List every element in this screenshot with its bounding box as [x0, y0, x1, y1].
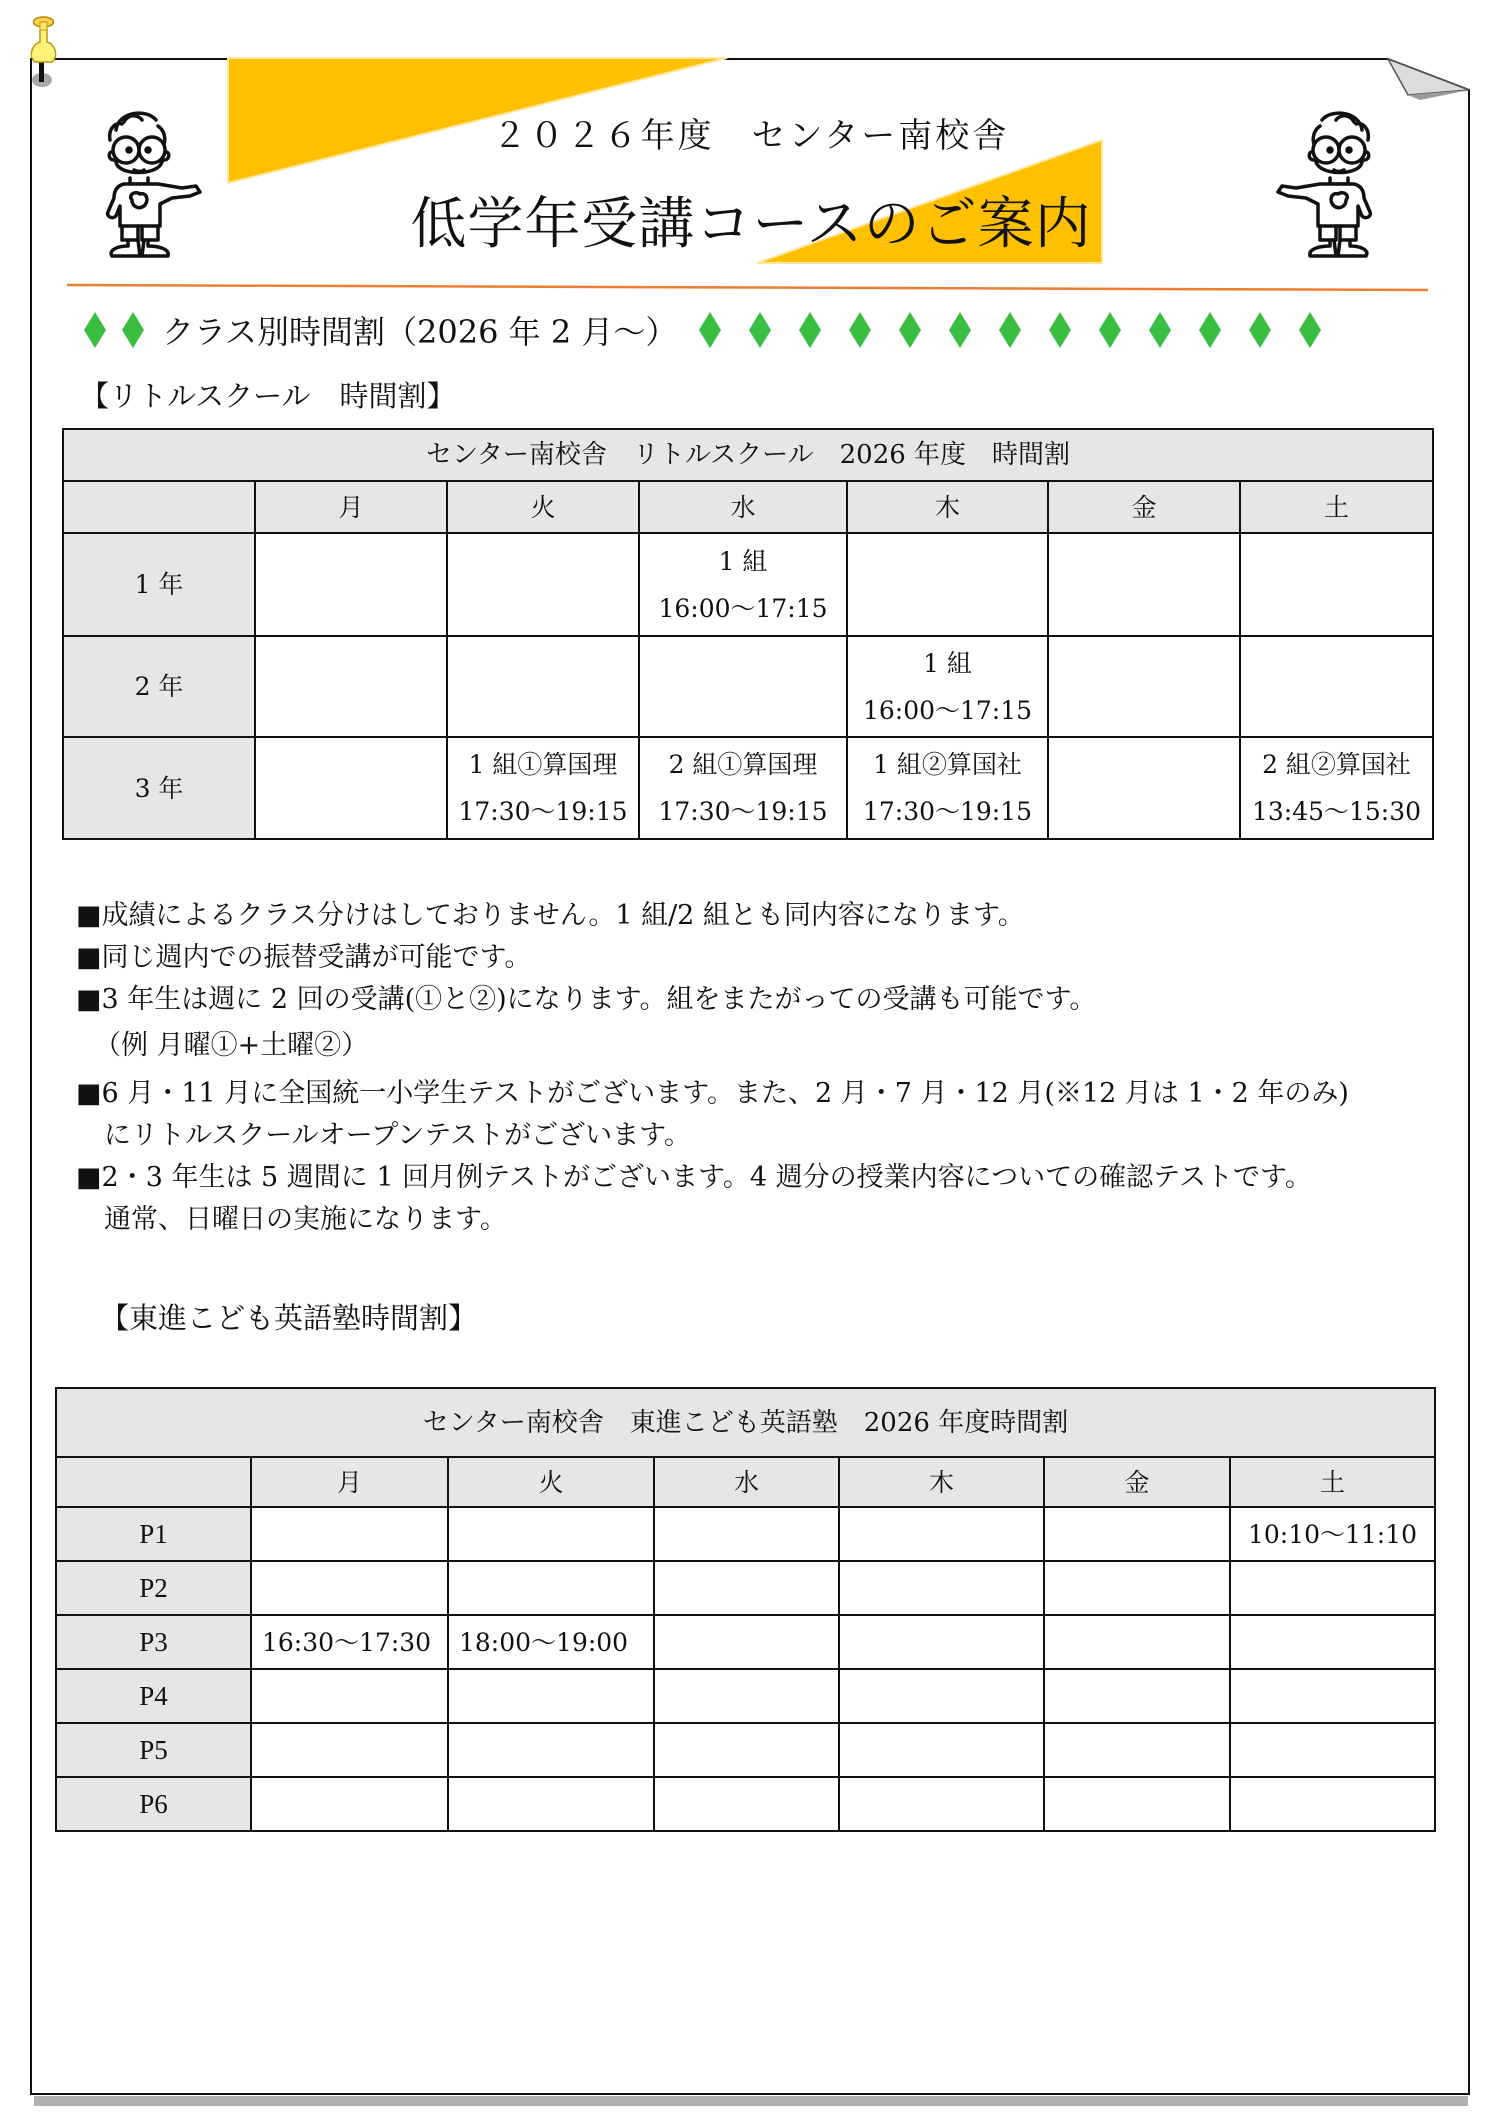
empty-cell [448, 1669, 654, 1723]
empty-cell [654, 1777, 839, 1831]
note-item: ■同じ週内での振替受講が可能です。 [76, 942, 532, 973]
notes-list [76, 895, 1456, 1241]
table-header-row [63, 481, 1433, 533]
schedule-cell [1048, 636, 1240, 737]
page-title: 低学年受講コースのご案内 [410, 192, 1092, 257]
empty-cell [1044, 1615, 1230, 1669]
little-school-heading: 【リトルスクール 時間割】 [80, 379, 456, 413]
empty-cell [251, 1669, 448, 1723]
schedule-cell [1048, 533, 1240, 636]
table-row [56, 1723, 1435, 1777]
class-label: 1 組 [923, 648, 972, 678]
empty-cell [1230, 1669, 1435, 1723]
day-header: 火 [447, 481, 639, 533]
class-label: 1 組 [718, 546, 768, 576]
empty-cell [1044, 1561, 1230, 1615]
note-item-continued: 通常、日曜日の実施になります。 [104, 1204, 507, 1235]
green-diamond-icon [1149, 312, 1171, 348]
corner-cell [56, 1457, 251, 1507]
grade-label: 3 年 [63, 737, 255, 839]
schedule-cell [447, 533, 639, 636]
empty-cell [251, 1507, 448, 1561]
time-range: 10:10～11:10 [1230, 1507, 1435, 1561]
green-diamond-icon [1249, 312, 1271, 348]
empty-cell [448, 1723, 654, 1777]
empty-cell [448, 1777, 654, 1831]
empty-cell [839, 1723, 1044, 1777]
empty-cell [1230, 1777, 1435, 1831]
empty-cell [448, 1507, 654, 1561]
little-school-timetable [62, 428, 1434, 840]
diamond-trail [699, 312, 1349, 348]
table-title: センター南校舎 リトルスクール 2026 年度 時間割 [63, 429, 1433, 481]
green-diamond-icon [84, 312, 106, 348]
table-title: センター南校舎 東進こども英語塾 2026 年度時間割 [56, 1388, 1435, 1457]
period-label: P2 [56, 1561, 251, 1615]
schedule-cell [847, 636, 1048, 737]
schedule-cell [1048, 737, 1240, 839]
period-label: P4 [56, 1669, 251, 1723]
day-header: 水 [654, 1457, 839, 1507]
schedule-cell [447, 636, 639, 737]
grade-label: 1 年 [63, 533, 255, 636]
day-header: 土 [1230, 1457, 1435, 1507]
schedule-cell [639, 636, 847, 737]
empty-cell [1230, 1723, 1435, 1777]
table-row [63, 737, 1433, 839]
period-label: P5 [56, 1723, 251, 1777]
class-label: 1 組①算国理 [468, 750, 618, 779]
divider-line [67, 285, 1428, 290]
table-row [56, 1615, 1435, 1669]
schedule-cell [1240, 737, 1433, 839]
time-range: 18:00～19:00 [448, 1615, 654, 1669]
day-header: 水 [639, 481, 847, 533]
day-header: 月 [255, 481, 447, 533]
empty-cell [839, 1561, 1044, 1615]
schedule-cell [1240, 533, 1433, 636]
corner-cell [63, 481, 255, 533]
green-diamond-icon [1199, 312, 1221, 348]
time-range: 17:30～19:15 [658, 797, 828, 826]
empty-cell [251, 1561, 448, 1615]
schedule-cell [847, 533, 1048, 636]
green-diamond-icon [1049, 312, 1071, 348]
empty-cell [654, 1507, 839, 1561]
time-range: 16:00～17:15 [658, 593, 828, 623]
empty-cell [839, 1507, 1044, 1561]
time-range: 17:30～19:15 [458, 797, 628, 826]
section-title: クラス別時間割（2026 年 2 月～） [162, 313, 678, 351]
note-item: ■成績によるクラス分けはしておりません。1 組/2 組とも同内容になります。 [76, 900, 1025, 931]
grade-label: 2 年 [63, 636, 255, 737]
day-header: 土 [1240, 481, 1433, 533]
table-row [56, 1561, 1435, 1615]
empty-cell [654, 1561, 839, 1615]
green-diamond-icon [849, 312, 871, 348]
class-label: 2 組②算国社 [1262, 750, 1411, 779]
table-row [63, 636, 1433, 737]
period-label: P3 [56, 1615, 251, 1669]
note-item: ■6 月・11 月に全国統一小学生テストがございます。また、2 月・7 月・12 月(※12 月は 1・2 年のみ) [76, 1078, 1349, 1109]
empty-cell [1230, 1561, 1435, 1615]
empty-cell [1044, 1669, 1230, 1723]
day-header: 木 [839, 1457, 1044, 1507]
class-label: 1 組②算国社 [873, 750, 1022, 779]
class-label: 2 組①算国理 [668, 750, 818, 779]
time-range: 13:45～15:30 [1251, 797, 1422, 826]
section-heading-row [84, 308, 1349, 352]
schedule-cell [447, 737, 639, 839]
table-row [63, 533, 1433, 636]
green-diamond-icon [949, 312, 971, 348]
day-header: 木 [847, 481, 1048, 533]
empty-cell [1230, 1615, 1435, 1669]
green-diamond-icon [799, 312, 821, 348]
schedule-cell [255, 636, 447, 737]
empty-cell [1044, 1507, 1230, 1561]
schedule-cell [639, 737, 847, 839]
empty-cell [654, 1669, 839, 1723]
table-row [56, 1669, 1435, 1723]
empty-cell [1044, 1723, 1230, 1777]
day-header: 火 [448, 1457, 654, 1507]
period-label: P1 [56, 1507, 251, 1561]
time-range: 16:30～17:30 [251, 1615, 448, 1669]
english-school-timetable [55, 1387, 1436, 1832]
schedule-cell [639, 533, 847, 636]
period-label: P6 [56, 1777, 251, 1831]
empty-cell [654, 1615, 839, 1669]
note-item: ■2・3 年生は 5 週間に 1 回月例テストがございます。4 週分の授業内容についての確認テストです。 [76, 1162, 1312, 1193]
green-diamond-icon [122, 312, 144, 348]
table-row [56, 1777, 1435, 1831]
empty-cell [251, 1777, 448, 1831]
green-diamond-icon [899, 312, 921, 348]
note-item: ■3 年生は週に 2 回の受講(①と②)になります。組をまたがっての受講も可能です。 [76, 984, 1097, 1015]
green-diamond-icon [999, 312, 1021, 348]
green-diamond-icon [699, 312, 721, 348]
english-school-heading: 【東進こども英語塾時間割】 [100, 1301, 478, 1335]
day-header: 金 [1048, 481, 1240, 533]
day-header: 月 [251, 1457, 448, 1507]
schedule-cell [255, 533, 447, 636]
empty-cell [654, 1723, 839, 1777]
green-diamond-icon [749, 312, 771, 348]
note-item-continued: にリトルスクールオープンテストがございます。 [104, 1120, 691, 1151]
empty-cell [839, 1669, 1044, 1723]
note-example: （例 月曜①+土曜②） [94, 1030, 369, 1061]
table-row [56, 1507, 1435, 1561]
schedule-cell [847, 737, 1048, 839]
empty-cell [251, 1723, 448, 1777]
empty-cell [839, 1615, 1044, 1669]
green-diamond-icon [1299, 312, 1321, 348]
time-range: 16:00～17:15 [862, 695, 1033, 725]
schedule-cell [1240, 636, 1433, 737]
table-header-row [56, 1457, 1435, 1507]
page-subtitle: ２０２６年度 センター南校舎 [492, 116, 1010, 156]
schedule-cell [255, 737, 447, 839]
day-header: 金 [1044, 1457, 1230, 1507]
empty-cell [839, 1777, 1044, 1831]
empty-cell [448, 1561, 654, 1615]
time-range: 17:30～19:15 [862, 797, 1033, 826]
green-diamond-icon [1099, 312, 1121, 348]
empty-cell [1044, 1777, 1230, 1831]
